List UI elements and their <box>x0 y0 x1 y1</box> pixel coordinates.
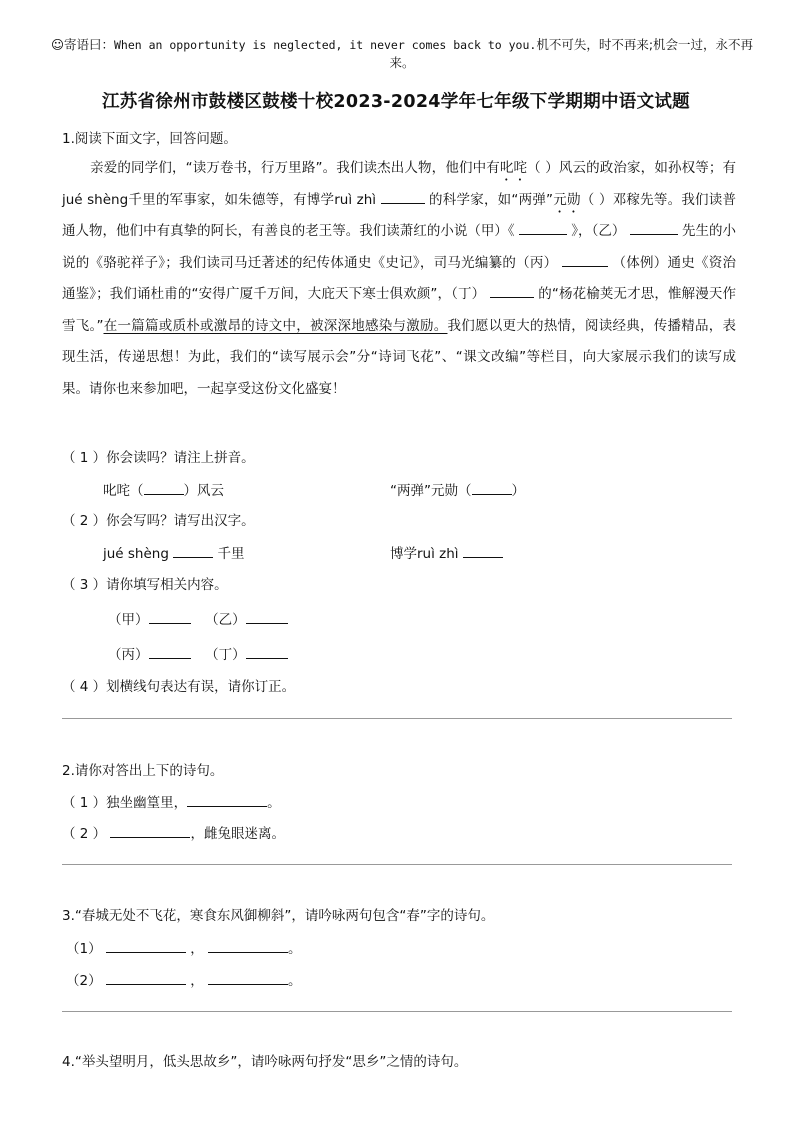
answer-blank[interactable] <box>187 792 267 807</box>
passage-text: 千里的军事家，如朱德等，有博学 <box>128 191 335 208</box>
period: 。 <box>287 941 302 957</box>
sub3-row-2 <box>108 644 288 665</box>
label-yi: （乙） <box>205 612 246 628</box>
sub1-item-b <box>390 480 525 501</box>
motto-chinese: 机不可失，时不再来;机会一过，永不再来。 <box>389 37 754 70</box>
comma: ， <box>190 973 204 989</box>
answer-blank[interactable] <box>208 938 288 953</box>
answer-blank[interactable] <box>246 609 288 624</box>
divider <box>62 1011 732 1012</box>
passage-text: （ ）风云的政治家，如孙权等；有 <box>527 160 736 176</box>
answer-blank[interactable] <box>110 823 190 838</box>
q3-a-head: （1） <box>66 941 102 957</box>
blank[interactable] <box>490 283 534 298</box>
sub1-item-a <box>103 480 224 501</box>
passage-text: 先生的小说的《骆驼祥子》；我们读司马迁著述的纪传体通史《史记》，司马光编纂的（丙） <box>62 223 737 271</box>
blank[interactable] <box>630 220 678 235</box>
sub1-b-tail: ） <box>511 483 525 499</box>
passage-text: 亲爱的同学们，“读万卷书，行万里路”。我们读杰出人物，他们中有 <box>90 160 500 176</box>
page-title: 江苏省徐州市鼓楼区鼓楼十校2023-2024学年七年级下学期期中语文试题 <box>102 92 690 112</box>
sub1-a-tail: ）风云 <box>183 483 224 499</box>
passage-text: （ ）邓稼先等。我们读普通人物，他们中有真挚的阿长，有善良的老王等。我们读萧红的小说（甲）《 <box>62 191 736 239</box>
answer-blank[interactable] <box>208 970 288 985</box>
q2-a-tail: 。 <box>267 795 281 811</box>
passage-text: 》，（乙） <box>571 223 626 239</box>
word-chizha: 叱咤 <box>103 483 130 499</box>
q3-b-head: （2） <box>66 973 102 989</box>
q1-sub1: （ 1 ）你会读吗？请注上拼音。 <box>62 450 255 466</box>
answer-blank[interactable] <box>149 609 191 624</box>
comma: ， <box>190 941 204 957</box>
answer-blank[interactable] <box>106 970 186 985</box>
q1-sub4: （ 4 ）划横线句表达有误，请你订正。 <box>62 679 296 695</box>
q2-a-head: （ 1 ）独坐幽篁里， <box>62 795 188 811</box>
passage-word-yuanxun: 元勋 <box>553 191 581 208</box>
blank[interactable] <box>519 220 567 235</box>
motto-english: When an opportunity is neglected, it never comes back to you. <box>113 38 537 52</box>
answer-blank[interactable] <box>106 938 186 953</box>
sub2-a-tail: 千里 <box>217 546 245 562</box>
period: 。 <box>287 973 302 989</box>
q2-item-2 <box>62 823 285 844</box>
label-ding: （丁） <box>205 647 246 663</box>
sub3-row-1 <box>108 609 288 630</box>
motto-prefix: ☺寄语曰： <box>50 37 114 52</box>
answer-blank[interactable] <box>472 480 512 495</box>
label-jia: （甲） <box>108 612 149 628</box>
open-paren: （ <box>458 483 472 499</box>
sub1-b-head: “两弹” <box>390 483 431 499</box>
sub2-item-b <box>390 543 503 564</box>
sub2-b-head: 博学ruì zhì <box>390 546 459 562</box>
q2-b-head: （ 2 ） <box>62 826 107 842</box>
q2-item-1 <box>62 792 281 813</box>
q3-item-1 <box>66 938 301 959</box>
q1-stem: 1.阅读下面文字，回答问题。 <box>62 131 237 147</box>
divider <box>62 864 732 865</box>
answer-line[interactable] <box>62 718 732 719</box>
q1-sub3: （ 3 ）请你填写相关内容。 <box>62 577 228 593</box>
answer-blank[interactable] <box>246 644 288 659</box>
blank[interactable] <box>381 189 425 204</box>
q1-passage <box>62 153 736 405</box>
passage-pinyin: jué shèng <box>62 191 129 208</box>
passage-text: （体例）通史《资治通鉴》；我们诵杜甫的“安得广厦千万间，大庇天下寒士俱欢颜”，（丁） <box>62 254 736 302</box>
sub2-item-a <box>103 543 245 564</box>
motto <box>40 36 764 72</box>
underlined-sentence: 在一篇篇或质朴或激昂的诗文中，被深深地感染与激励。 <box>103 317 448 334</box>
open-paren: （ <box>130 483 144 499</box>
answer-blank[interactable] <box>144 480 184 495</box>
blank[interactable] <box>562 252 608 267</box>
q3-stem: 3.“春城无处不飞花，寒食东风御柳斜”，请吟咏两句包含“春”字的诗句。 <box>62 908 495 924</box>
passage-text: 的科学家，如“两弹” <box>429 191 554 208</box>
q2-stem: 2.请你对答出上下的诗句。 <box>62 763 224 779</box>
word-yuanxun: 元勋 <box>431 483 458 499</box>
q1-sub2: （ 2 ）你会写吗？请写出汉字。 <box>62 513 255 529</box>
answer-blank[interactable] <box>463 543 503 558</box>
passage-text: 的“杨花榆荚无才思，惟解漫天作雪飞。” <box>62 286 737 334</box>
answer-blank[interactable] <box>149 644 191 659</box>
pinyin-jue-sheng: jué shèng <box>103 546 169 562</box>
q4-stem: 4.“举头望明月，低头思故乡”，请吟咏两句抒发“思乡”之情的诗句。 <box>62 1054 468 1070</box>
passage-text: 我们愿以更大的热情，阅读经典，传播精品，表现生活，传递思想！为此，我们的“读写展示会”分“诗词飞花”、“课文改编”等栏目，向大家展示我们的读写成果。请你也来参加吧，一起享受这份文化盛宴！ <box>62 317 736 397</box>
q3-item-2 <box>66 970 301 991</box>
passage-pinyin: ruì zhì <box>334 191 377 208</box>
label-bing: （丙） <box>108 647 149 663</box>
passage-word-chizha: 叱咤 <box>499 160 528 176</box>
q2-b-tail: ，雌兔眼迷离。 <box>190 826 285 842</box>
answer-blank[interactable] <box>173 543 213 558</box>
